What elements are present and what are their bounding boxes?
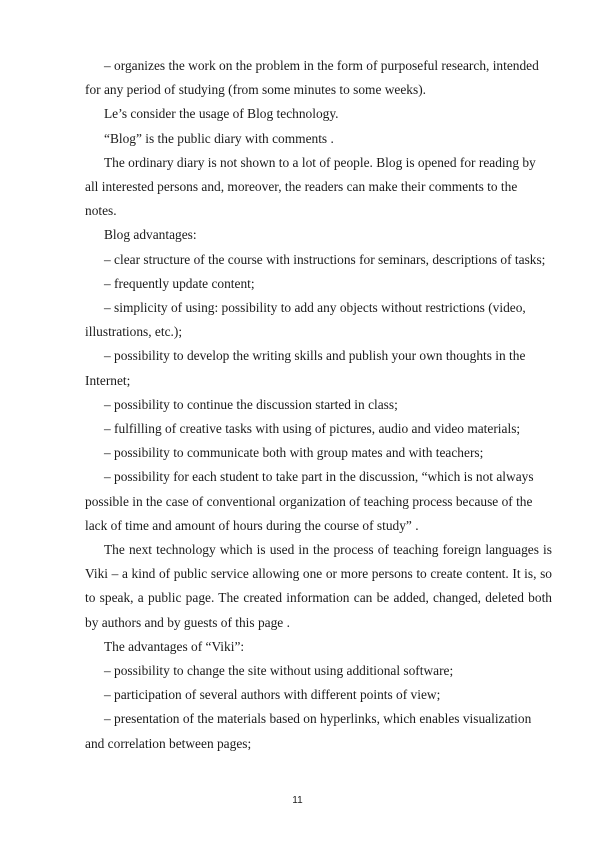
paragraph-organizes-work: – organizes the work on the problem in the form of purposeful research, intended for any period of studying (from some minutes to some weeks). <box>85 58 539 98</box>
list-item-creative-tasks: – fulfilling of creative tasks with using of pictures, audio and video materials; <box>104 421 521 437</box>
list-item-communicate: – possibility to communicate both with group mates and with teachers; <box>104 445 484 461</box>
paragraph-blog-definition: “Blog” is the public diary with comments . <box>104 130 334 146</box>
paragraph-blog-advantages-heading: Blog advantages: <box>104 227 197 243</box>
page-number: 11 <box>292 795 303 806</box>
list-item-writing-skills: – possibility to develop the writing skills and publish your own thoughts in the Internet; <box>85 348 526 388</box>
paragraph-ordinary-diary: The ordinary diary is not shown to a lot of people. Blog is opened for reading by all interested persons and, moreover, the readers can make their comments to the notes. <box>85 154 536 219</box>
list-item-continue-discussion: – possibility to continue the discussion started in class; <box>104 396 398 412</box>
list-item-change-site: – possibility to change the site without using additional software; <box>104 663 454 679</box>
list-item-clear-structure: – clear structure of the course with instructions for seminars, descriptions of tasks; <box>104 251 546 267</box>
list-item-simplicity: – simplicity of using: possibility to add any objects without restrictions (video, illustrations, etc.); <box>85 300 526 340</box>
paragraph-blog-intro: Le’s consider the usage of Blog technology. <box>104 106 339 122</box>
list-item-update-content: – frequently update content; <box>104 275 255 291</box>
paragraph-viki-intro: The next technology which is used in the process of teaching foreign languages is Viki – a kind of public service allowing one or more persons to create content. It is, so to speak, a public page. The created information can be added, changed, deleted both by authors and by guests of this page . <box>85 542 552 630</box>
list-item-several-authors: – participation of several authors with different points of view; <box>104 687 441 703</box>
list-item-hyperlinks: – presentation of the materials based on hyperlinks, which enables visualization and correlation between pages; <box>85 711 532 751</box>
list-item-take-part: – possibility for each student to take part in the discussion, “which is not always possible in the case of conventional organization of teaching process because of the lack of time and amount of hours during the course of study” . <box>85 469 534 533</box>
body-text <box>85 54 552 756</box>
paragraph-viki-advantages-heading: The advantages of “Viki”: <box>104 638 245 654</box>
